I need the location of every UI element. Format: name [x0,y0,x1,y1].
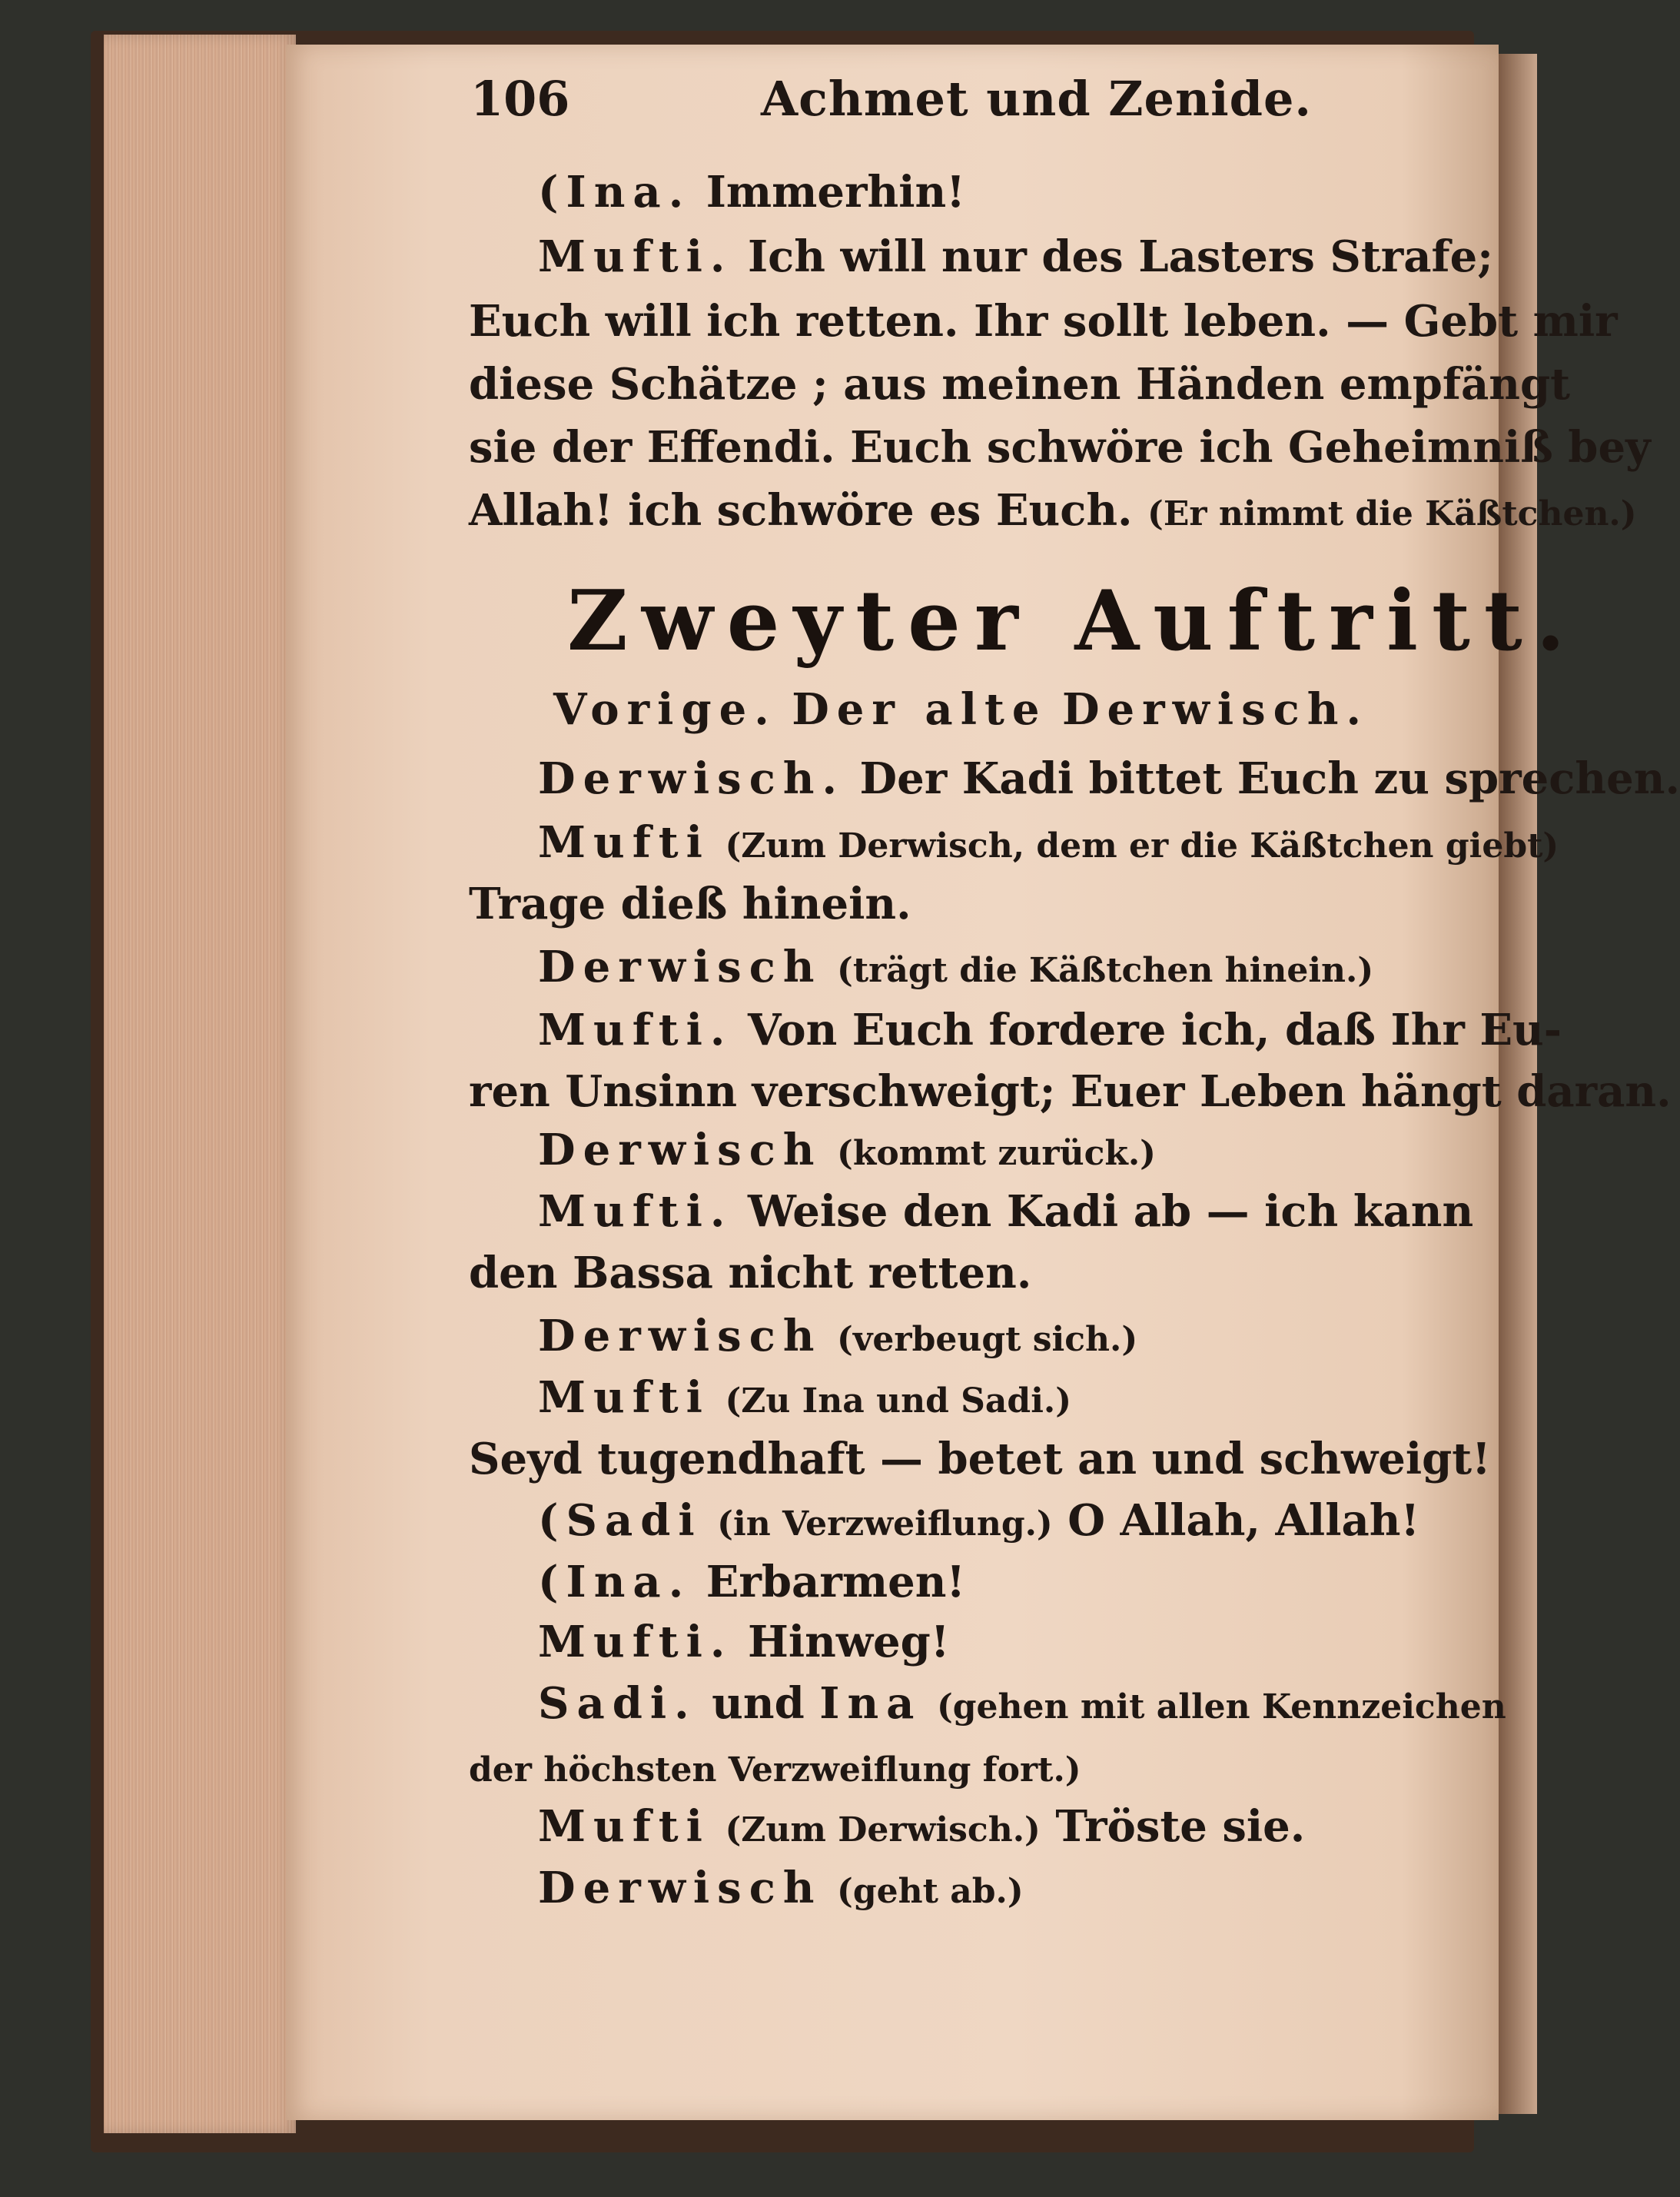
text-line [538,753,1680,804]
text-line [538,167,965,218]
text-line [538,1557,965,1607]
text-line [538,1186,1474,1237]
speaker: (Ina. [538,1557,692,1607]
text-line [538,1863,1024,1913]
line-text: Tröste sie. [1055,1801,1306,1852]
speaker: (Ina. [538,167,692,218]
speaker: Mufti. [538,231,733,282]
line-text: Ich will nur des Lasters Strafe; [747,231,1493,282]
line-text: Erbarmen! [706,1557,965,1607]
text-line [469,1066,1672,1117]
cast-prefix: Vorige. [553,684,777,735]
stage-direction: (Er nimmt die Käßtchen.) [1147,494,1637,533]
text-line [538,1801,1306,1852]
line-text: diese Schätze ; aus meinen Händen empfängt [469,359,1571,410]
text-line [538,1372,1072,1423]
speaker: Mufti. [538,1617,733,1667]
page-edges [104,35,296,2133]
text-line [538,1495,1420,1546]
stage-direction: (trägt die Käßtchen hinein.) [837,951,1374,990]
text-line [538,1125,1156,1175]
speaker: (Sadi [538,1495,702,1546]
text-line [469,879,911,929]
line-text: den Bassa nicht retten. [469,1248,1032,1298]
text-line [538,1678,1506,1729]
running-title: Achmet und Zenide. [761,71,1313,127]
text-line [469,296,1618,347]
line-text: Weise den Kadi ab — ich kann [747,1186,1474,1237]
speaker: Mufti [538,1372,710,1423]
text-line [538,817,1559,868]
cast-line [553,684,1369,735]
stage-direction: der höchsten Verzweiflung fort.) [469,1750,1081,1790]
text-line [469,1248,1032,1298]
stage-direction: (Zum Derwisch.) [725,1810,1041,1850]
text-line [469,422,1651,473]
text-line [469,359,1571,410]
line-text: Trage dieß hinein. [469,879,911,929]
text-line [538,942,1374,992]
line-text: Immerhin! [706,167,965,218]
text-line [538,1005,1562,1055]
stage-direction: (in Verzweiflung.) [717,1504,1053,1544]
line-text: Von Euch fordere ich, daß Ihr Eu- [747,1005,1562,1055]
text-line [538,1311,1138,1361]
cast-name: Derwisch. [1061,684,1369,735]
scene-heading: Zweyter Auftritt. [567,573,1579,670]
line-text: Der Kadi bittet Euch zu sprechen. [859,753,1680,804]
speaker: Derwisch [538,1125,822,1175]
text-line [469,1745,1081,1788]
cast-text: Der alte [792,684,1048,735]
speaker: Ina [819,1678,922,1729]
line-text: Seyd tugendhaft — betet an und schweigt! [469,1434,1491,1484]
stage-direction: (Zu Ina und Sadi.) [725,1381,1072,1421]
line-text: Allah! ich schwöre es Euch. [469,485,1133,536]
speaker: Derwisch [538,942,822,992]
line-text: und [712,1678,805,1729]
page-number: 106 [470,71,570,127]
text-line [469,1434,1491,1484]
text-line [469,485,1637,536]
stage-direction: (gehen mit allen Kennzeichen [936,1687,1506,1727]
speaker: Mufti [538,817,710,868]
speaker: Mufti. [538,1186,733,1237]
stage-direction: (Zum Derwisch, dem er die Käßtchen giebt) [725,826,1559,866]
line-text: Hinweg! [747,1617,950,1667]
stage-direction: (kommt zurück.) [837,1134,1156,1173]
stage-direction: (verbeugt sich.) [837,1320,1138,1359]
line-text: Euch will ich retten. Ihr sollt leben. — Gebt mir [469,296,1618,347]
text-line [538,231,1493,282]
speaker: Sadi. [538,1678,697,1729]
line-text: ren Unsinn verschweigt; Euer Leben hängt daran. [469,1066,1672,1117]
text-line [538,1617,950,1667]
speaker: Derwisch. [538,753,845,804]
speaker: Derwisch [538,1863,822,1913]
line-text: O Allah, Allah! [1067,1495,1420,1546]
speaker: Mufti. [538,1005,733,1055]
speaker: Derwisch [538,1311,822,1361]
line-text: sie der Effendi. Euch schwöre ich Geheimniß bey [469,422,1651,473]
stage-direction: (geht ab.) [837,1872,1024,1911]
speaker: Mufti [538,1801,710,1852]
